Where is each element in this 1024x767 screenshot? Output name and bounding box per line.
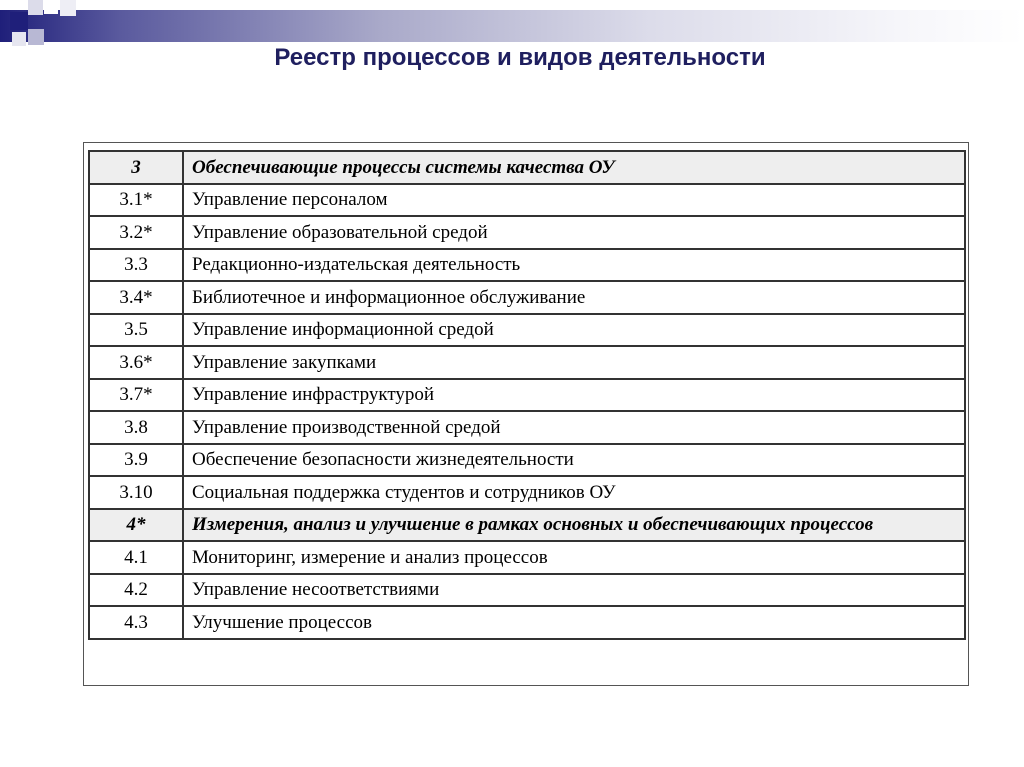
process-name: Управление информационной средой: [183, 314, 965, 347]
table-row: [89, 346, 965, 379]
process-number: 3.1*: [89, 184, 183, 217]
slide-title: Реестр процессов и видов деятельности: [274, 44, 766, 71]
process-name: Управление закупками: [183, 346, 965, 379]
process-name: Социальная поддержка студентов и сотрудников ОУ: [183, 476, 965, 509]
decor-square: [28, 29, 44, 45]
table-row: [89, 314, 965, 347]
table-row: [89, 184, 965, 217]
table-row: [89, 574, 965, 607]
process-name: Управление образовательной средой: [183, 216, 965, 249]
process-number: 4.2: [89, 574, 183, 607]
table-section-row: [89, 509, 965, 542]
table-row: [89, 606, 965, 639]
table-row: [89, 281, 965, 314]
table-row: [89, 411, 965, 444]
process-name: Управление инфраструктурой: [183, 379, 965, 412]
process-number: 3.3: [89, 249, 183, 282]
process-name: Редакционно-издательская деятельность: [183, 249, 965, 282]
process-number: 3: [89, 151, 183, 184]
table-section-row: [89, 151, 965, 184]
table-row: [89, 541, 965, 574]
process-number: 3.9: [89, 444, 183, 477]
process-number: 3.2*: [89, 216, 183, 249]
decor-square: [10, 12, 28, 30]
process-registry-table: [88, 150, 966, 640]
decor-square: [44, 0, 58, 14]
process-name: Управление персоналом: [183, 184, 965, 217]
process-name: Управление несоответствиями: [183, 574, 965, 607]
decor-square: [60, 0, 76, 16]
header-gradient-bar: [0, 10, 1024, 42]
process-number: 3.5: [89, 314, 183, 347]
process-name: Управление производственной средой: [183, 411, 965, 444]
process-number: 4.3: [89, 606, 183, 639]
process-name: Мониторинг, измерение и анализ процессов: [183, 541, 965, 574]
table-row: [89, 476, 965, 509]
table-row: [89, 249, 965, 282]
process-name: Измерения, анализ и улучшение в рамках основных и обеспечивающих процессов: [183, 509, 965, 542]
decor-square: [28, 0, 43, 15]
table-row: [89, 379, 965, 412]
process-number: 3.4*: [89, 281, 183, 314]
process-number: 3.7*: [89, 379, 183, 412]
process-number: 3.10: [89, 476, 183, 509]
process-name: Обеспечение безопасности жизнедеятельности: [183, 444, 965, 477]
table-row: [89, 444, 965, 477]
process-number: 3.8: [89, 411, 183, 444]
process-name: Библиотечное и информационное обслуживание: [183, 281, 965, 314]
table-row: [89, 216, 965, 249]
process-name: Улучшение процессов: [183, 606, 965, 639]
process-number: 4.1: [89, 541, 183, 574]
process-number: 3.6*: [89, 346, 183, 379]
process-name: Обеспечивающие процессы системы качества ОУ: [183, 151, 965, 184]
process-number: 4*: [89, 509, 183, 542]
